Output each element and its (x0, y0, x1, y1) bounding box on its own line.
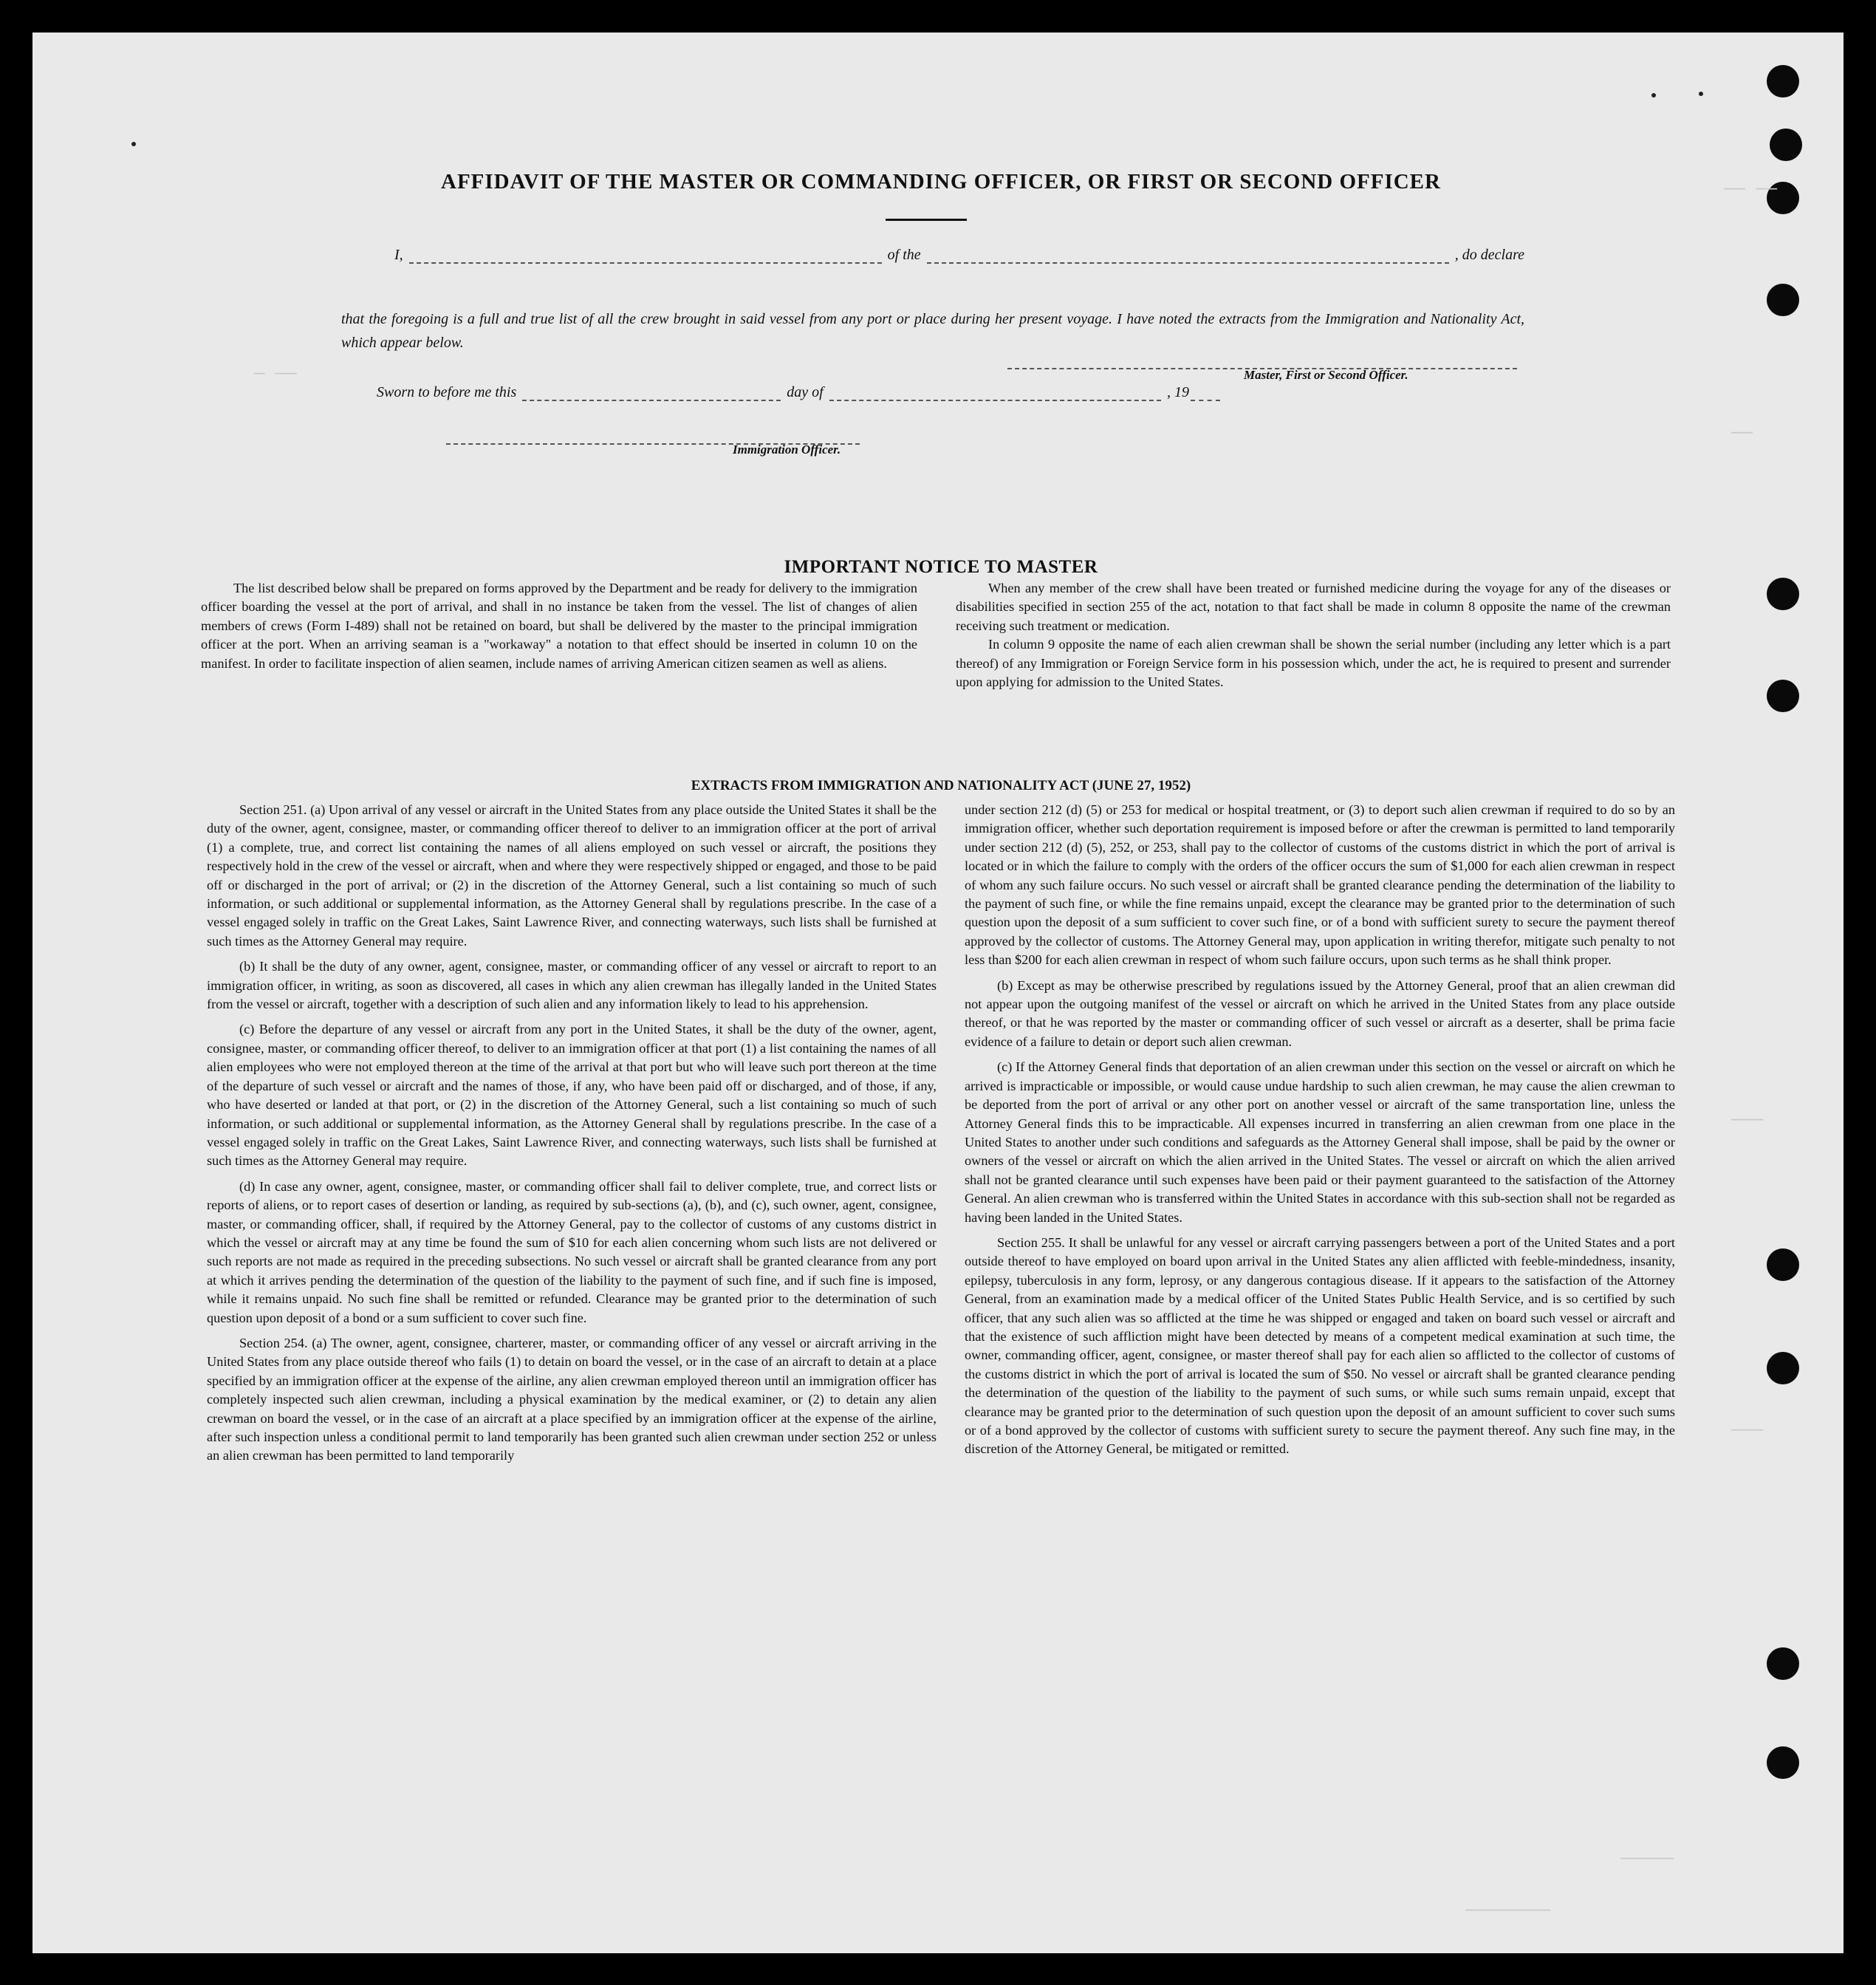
sworn-day-blank[interactable] (522, 391, 781, 401)
punch-hole (1767, 1647, 1799, 1680)
notice-title: IMPORTANT NOTICE TO MASTER (784, 557, 1098, 577)
bleed-through-mark: ──────── (1465, 1902, 1551, 1921)
bleed-through-mark: ─── (1731, 1421, 1764, 1441)
section-paragraph: Section 254. (a) The owner, agent, consignee, charterer, master, or commanding officer of any vessel or aircraft arriving in the United States from any place outside thereof who fails (1) to detain on board the vessel, or in the case of an aircraft to detain at a place specified by an immigration officer at the expense of the airline, any alien crewman employed thereon until an immigration officer has completely inspected such alien crewman, including a physical examination by the medical examiner, or (2) to detain any alien crewman on board the vessel, or in the case of an aircraft at a place specified by an immigration officer at the expense of the airline, after such inspection unless a conditional permit to land temporarily has been granted such alien crewman under section 252 or unless an alien crewman has been permitted to land temporarily (207, 1335, 937, 1463)
extracts-title: EXTRACTS FROM IMMIGRATION AND NATIONALITY ACT (JUNE 27, 1952) (691, 778, 1191, 793)
day-of-label: day of (787, 384, 824, 400)
section-paragraph: under section 212 (d) (5) or 253 for medical or hospital treatment, or (3) to deport such alien crewman if required to do so by an immigration officer, whether such deportation requirement is imposed before or after the crewman is permitted to land temporarily under section 212 (d) (5), 252, or 253, shall pay to the collector of customs of the customs district in which the port of arrival is located or in which the failure to comply with the orders of the officer occurs the sum of $1,000 for each alien crewman in respect of whom any such failure occurs. No such vessel or aircraft shall be granted clearance pending the determination of the liability to the payment of such fine, or while the fine remains unpaid, except the clearance may be granted prior to the determination of such question upon the deposit of a sum sufficient to cover such fine, or of a bond with sufficient surety to secure the payment thereof approved by the collector of customs. The Attorney General may, upon application in writing therefor, mitigate such penalty to not less than $200 for each alien crewman in respect of whom such failure occurs, upon such terms as he shall think proper. (965, 802, 1675, 968)
bleed-through-mark: ── ── (1724, 180, 1778, 200)
punch-hole (1767, 284, 1799, 316)
affidavit-title: AFFIDAVIT OF THE MASTER OR COMMANDING OFFICER, OR FIRST OR SECOND OFFICER (441, 170, 1441, 194)
vessel-blank[interactable] (927, 253, 1449, 264)
immigration-officer-label: Immigration Officer. (733, 443, 841, 457)
sworn-line (377, 384, 1226, 401)
speck (131, 142, 136, 146)
of-the-label: of the (887, 247, 921, 263)
extracts-left-column (207, 801, 937, 1466)
section-paragraph: (b) It shall be the duty of any owner, agent, consignee, master, or commanding officer of any vessel or aircraft to report to an immigration officer, in writing, as soon as discovered, all cases in which any alien crewman has illegally landed in the United States from the vessel or aircraft, together with a description of such alien and any information likely to lead to his apprehension. (207, 959, 937, 1012)
document-page (32, 33, 1844, 1953)
section-paragraph: (c) If the Attorney General finds that deportation of an alien crewman under this section on the vessel or aircraft on which he arrived is impracticable or impossible, or would cause undue hardship to such alien crewman, he may cause the alien crewman to be deported from the port of arrival or any other port on another vessel or aircraft of the same transportation line, unless the Attorney General finds this to be impracticable. All expenses incurred in transferring an alien crewman from one place in the United States to another under such conditions and safeguards as the Attorney General shall impose, shall be paid by the owner or owners of the vessel or aircraft on which the alien arrived in the United States. The vessel or aircraft on which the alien arrived shall not be granted clearance until such expenses have been paid or their payment guaranteed to the satisfaction of the Attorney General. An alien crewman who is transferred within the United States in accordance with this sub-section shall not be regarded as having been landed in the United States. (965, 1059, 1675, 1225)
punch-hole (1767, 680, 1799, 712)
declarant-line (394, 247, 1524, 264)
notice-left-column (201, 579, 917, 673)
sworn-label: Sworn to before me this (377, 384, 517, 400)
section-paragraph: (c) Before the departure of any vessel or aircraft from any port in the United States, it shall be the duty of the owner, agent, consignee, master, or commanding officer thereof, to deliver to an immigration officer at that port (1) a list containing the names of all alien employees who were not employed thereon at the time of the arrival at that port but who will leave such port thereon at the time of the departure of such vessel or aircraft and the names of those, if any, who have been paid off or discharged, and of those, if any, who have deserted or landed at that port, or (2) in the discretion of the Attorney General, such a list containing so much of such information, or such additional or supplemental information, as the Attorney General shall by regulations prescribe. In the case of a vessel engaged solely in traffic on the Great Lakes, Saint Lawrence River, and connecting waterways, such lists shall be furnished at such times as the Attorney General may require. (207, 1022, 937, 1169)
speck (1699, 92, 1703, 96)
section-paragraph: Section 255. It shall be unlawful for any vessel or aircraft carrying passengers between a port of the United States and a port outside thereof to have employed on board upon arrival in the United States any alien afflicted with feeble-mindedness, insanity, epilepsy, tuberculosis in any form, leprosy, or any dangerous contagious disease. If it appears to the satisfaction of the Attorney General, from an examination made by a medical officer of the United States Public Health Service, and is so certified by such officer, that any such alien was so afflicted at the time he was shipped or engaged and taken on board such vessel or aircraft and that the existence of such affliction might have been detected by means of a competent medical examination at such time, the owner, commanding officer, agent, consignee, or master thereof shall pay for each alien so afflicted to the collector of customs of the customs district in which the port of arrival is located the sum of $50. No vessel or aircraft shall be granted clearance pending the determination of the question of the liability to the payment of such sums, or while such sums remain unpaid, except that clearance may be granted prior to the determination of such question upon the deposit of an amount sufficient to cover such sums or of a bond approved by the collector of customs with sufficient surety to secure the payment thereof. Any such fine may, in the discretion of the Attorney General, be mitigated or remitted. (965, 1234, 1675, 1457)
year-blank[interactable] (1191, 391, 1220, 401)
bleed-through-mark: ─ ── (254, 365, 297, 385)
section-paragraph: Section 251. (a) Upon arrival of any vessel or aircraft in the United States from any place outside the United States it shall be the duty of the owner, agent, consignee, master, or commanding officer thereof to deliver to an immigration officer at the port of arrival (1) a complete, true, and correct list containing the names of all aliens employed on such vessel or aircraft, the positions they respectively hold in the crew of the vessel or aircraft, when and where they were respectively shipped or engaged, and those to be paid off or discharged in the port of arrival; or (2) in the discretion of the Attorney General, such a list containing so much of such information, or such additional or supplemental information, as the Attorney General shall by regulations prescribe. In the case of a vessel engaged solely in traffic on the Great Lakes, Saint Lawrence River, and connecting waterways, such lists shall be furnished at such times as the Attorney General may require. (207, 802, 937, 949)
speck (1651, 93, 1656, 98)
bleed-through-mark: ───── (1620, 1850, 1674, 1870)
title-underline (886, 219, 967, 221)
punch-hole (1767, 1746, 1799, 1779)
name-blank[interactable] (409, 253, 882, 264)
notice-right-column (956, 579, 1671, 691)
punch-hole (1767, 65, 1799, 98)
section-paragraph: (b) Except as may be otherwise prescribed by regulations issued by the Attorney General, proof that an alien crewman did not appear upon the outgoing manifest of the vessel or aircraft on which he arrived in the United States from any place outside thereof, or that he was reported by the master or commanding officer of such vessel or aircraft as a deserter, shall be prima facie evidence of a failure to detain or deport such alien crewman. (965, 977, 1675, 1049)
punch-hole (1767, 1352, 1799, 1384)
notice-paragraph: The list described below shall be prepared on forms approved by the Department and be ready for delivery to the immigration officer boarding the vessel at the port of arrival, and shall in no instance be taken from the vessel. The list of changes of alien members of crews (Form I-489) shall not be retained on board, but shall be delivered by the master to the principal immigration officer at the port. When an arriving seaman is a "workaway" a notation to that effect should be inserted in column 10 on the manifest. In order to facilitate inspection of alien seamen, include names of arriving American citizen seamen as well as aliens. (201, 581, 917, 671)
section-paragraph: (d) In case any owner, agent, consignee, master, or commanding officer shall fail to deliver complete, true, and correct lists or reports of aliens, or to report cases of desertion or landing, as required by sub-sections (a), (b), and (c), such owner, agent, consignee, master, or commanding officer, shall, if required by the Attorney General, pay to the collector of customs of any customs district in which the vessel or aircraft may at any time be found the sum of $10 for each alien concerning whom such lists are not delivered or such reports are not made as required in the preceding subsections. No such vessel or aircraft shall be granted clearance from any port at which it arrives pending the determination of the question of the liability to the payment of such fine, and if such fine is imposed, while it remains unpaid. No such fine shall be remitted or refunded. Clearance may be granted prior to the determination of such question upon deposit of a bond or a sum sufficient to cover such fine. (207, 1178, 937, 1325)
year-label: , 19 (1167, 384, 1189, 400)
punch-hole (1767, 1248, 1799, 1281)
punch-hole (1770, 129, 1802, 161)
extracts-right-column (965, 801, 1675, 1459)
sworn-month-blank[interactable] (829, 391, 1161, 401)
master-signature-label: Master, First or Second Officer. (1244, 368, 1408, 382)
bleed-through-mark: ─── (1731, 1111, 1764, 1131)
do-declare-label: , do declare (1454, 247, 1524, 263)
notice-paragraph: When any member of the crew shall have been treated or furnished medicine during the voyage for any of the diseases or disabilities specified in section 255 of the act, notation to that fact shall be made in column 8 opposite the name of the crewman receiving such treatment or medication. (956, 581, 1671, 633)
notice-paragraph: In column 9 opposite the name of each alien crewman shall be shown the serial number (including any letter which is a part thereof) of any Immigration or Foreign Service form in his possession which, under the act, he is required to present and surrender upon applying for admission to the United States. (956, 637, 1671, 690)
bleed-through-mark: ── (1731, 424, 1753, 444)
declaration-text: that the foregoing is a full and true list of all the crew brought in said vessel from any port or place during her present voyage. I have noted the extracts from the Immigration and Nationality Act, which appear below. (341, 311, 1524, 351)
i-label: I, (394, 247, 403, 263)
punch-hole (1767, 578, 1799, 610)
